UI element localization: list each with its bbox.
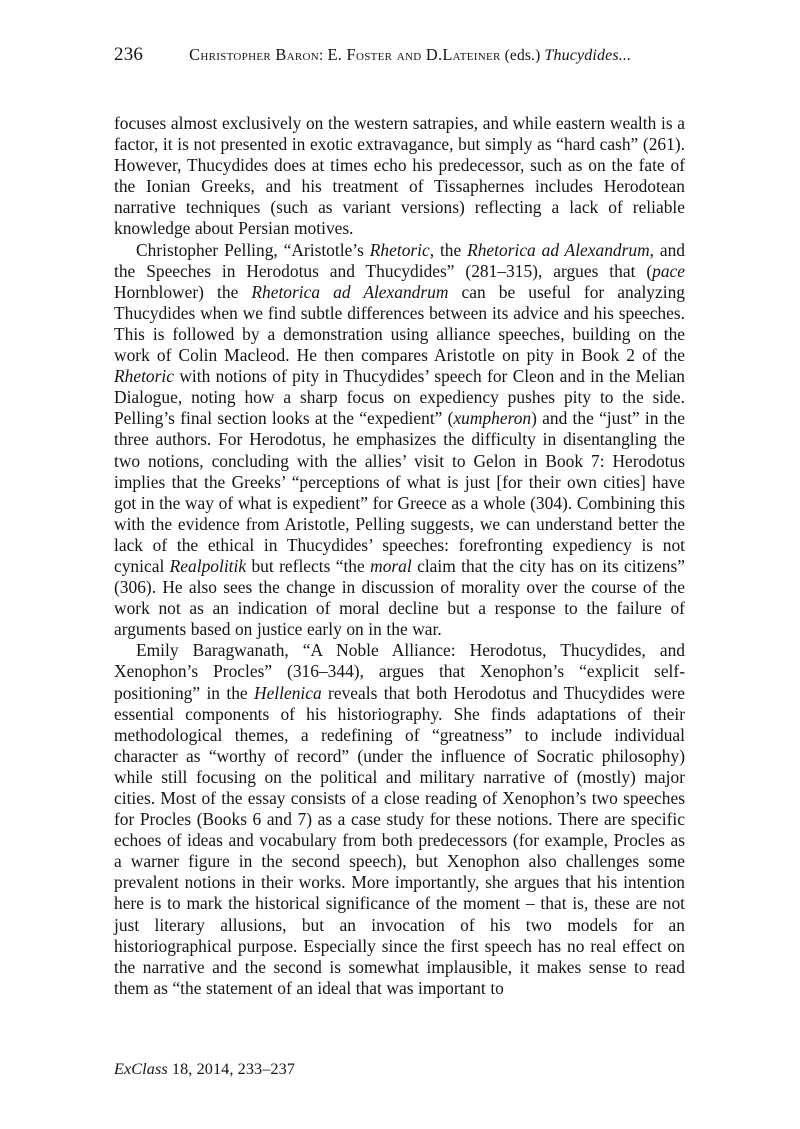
italic-run: Rhetoric <box>369 239 430 260</box>
italic-run: Rhetoric <box>114 366 174 387</box>
text-run: but reflects “the <box>246 555 371 576</box>
running-head-editors: E. Foster and D.Lateiner <box>327 45 501 64</box>
para-satrapies <box>114 113 685 240</box>
page-number: 236 <box>114 44 144 65</box>
text-run: claim that the city has on its citizens” (306). He also sees the change in discussion of morality over the course of the work not as an indication of moral decline but a response to the failure of arguments based on justice early on in the war. <box>114 555 685 640</box>
running-head-separator: : <box>318 47 324 64</box>
italic-run: xumpheron <box>453 408 532 429</box>
footer-citation: 18, 2014, 233–237 <box>167 1060 296 1078</box>
text-run: can be useful for analyzing Thucydides when we find subtle differences between its advice and his speeches. This is followed by a demonstration using alliance speeches, building on the work of Colin Macleod. He then compares Aristotle on pity in Book 2 of the <box>114 281 685 366</box>
running-head-eds-label: (eds.) <box>504 47 541 64</box>
para-baragwanath <box>114 640 685 999</box>
text-run: Hornblower) the <box>114 281 252 302</box>
running-head <box>114 44 686 68</box>
text-run: reveals that both Herodotus and Thucydides were essential components of his historiography. She finds adaptations of their methodological themes, a redefining of “greatness” to include individual character as “worthy of record” (under the influence of Socratic philosophy) while still focusing on the political and military narrative of (mostly) major cities. Most of the essay consists of a close reading of Xenophon’s two speeches for Procles (Books 6 and 7) as a case study for these notions. There are specific echoes of ideas and vocabulary from both predecessors (for example, Procles as a warner figure in the second speech), but Xenophon also challenges some prevalent notions in their works. More importantly, she argues that his intention here is to mark the historical significance of the moment – that is, these are not just literary allusions, but an invocation of his two models for an historiographical purpose. Especially since the first speech has no real effect on the narrative and the second is somewhat implausible, it makes sense to read them as “the statement of an ideal that was important to <box>114 682 685 998</box>
text-run: focuses almost exclusively on the western satrapies, and while eastern wealth is a factor, it is not presented in exotic extravagance, but simply as “hard cash” (261). However, Thucydides does at times echo his predecessor, such as on the fate of the Ionian Greeks, and his treatment of Tissaphernes includes Herodotean narrative techniques (such as variant versions) reflecting a lack of reliable knowledge about Persian motives. <box>114 113 685 239</box>
text-run: Christopher Pelling, “Aristotle’s <box>136 239 370 260</box>
text-run: , and the Speeches in Herodotus and Thucydides” (281–315), argues that ( <box>114 239 686 281</box>
body-text-block <box>114 113 685 999</box>
text-run: ) and the “just” in the three authors. For Herodotus, he emphasizes the difficulty in disentangling the two notions, concluding with the allies’ visit to Gelon in Book 7: Herodotus implies that the Greeks’ “perceptions of what is just [for their own cities] have got in the way of what is expedient” for Greece as a whole (304). Combining this with the evidence from Aristotle, Pelling suggests, we can understand better the lack of the ethical in Thucydides’ speeches: forefronting expediency is not cynical <box>114 408 685 576</box>
italic-run: Rhetorica ad Alexandrum <box>251 281 449 302</box>
italic-run: Rhetorica ad Alexandrum <box>467 239 650 260</box>
italic-run: Realpolitik <box>169 555 247 576</box>
para-pelling <box>114 240 685 641</box>
text-run: with notions of pity in Thucydides’ speech for Cleon and in the Melian Dialogue, noting how a sharp focus on expediency pushes pity to the side. Pelling’s final section looks at the “expedient” ( <box>114 366 685 429</box>
italic-run: pace <box>652 260 685 281</box>
footer-journal-name: ExClass <box>114 1060 168 1078</box>
text-run: Emily Baragwanath, “A Noble Alliance: Herodotus, Thucydides, and Xenophon’s Procles” (316–344), argues that Xenophon’s “explicit self-positioning” in the <box>114 640 685 703</box>
page-footer <box>114 1060 295 1079</box>
running-head-title: Thucydides... <box>544 47 632 64</box>
italic-run: Hellenica <box>254 682 322 703</box>
italic-run: moral <box>370 555 412 576</box>
text-run: , the <box>429 239 468 260</box>
running-head-text <box>189 45 631 65</box>
running-head-author: Christopher Baron <box>189 45 319 64</box>
